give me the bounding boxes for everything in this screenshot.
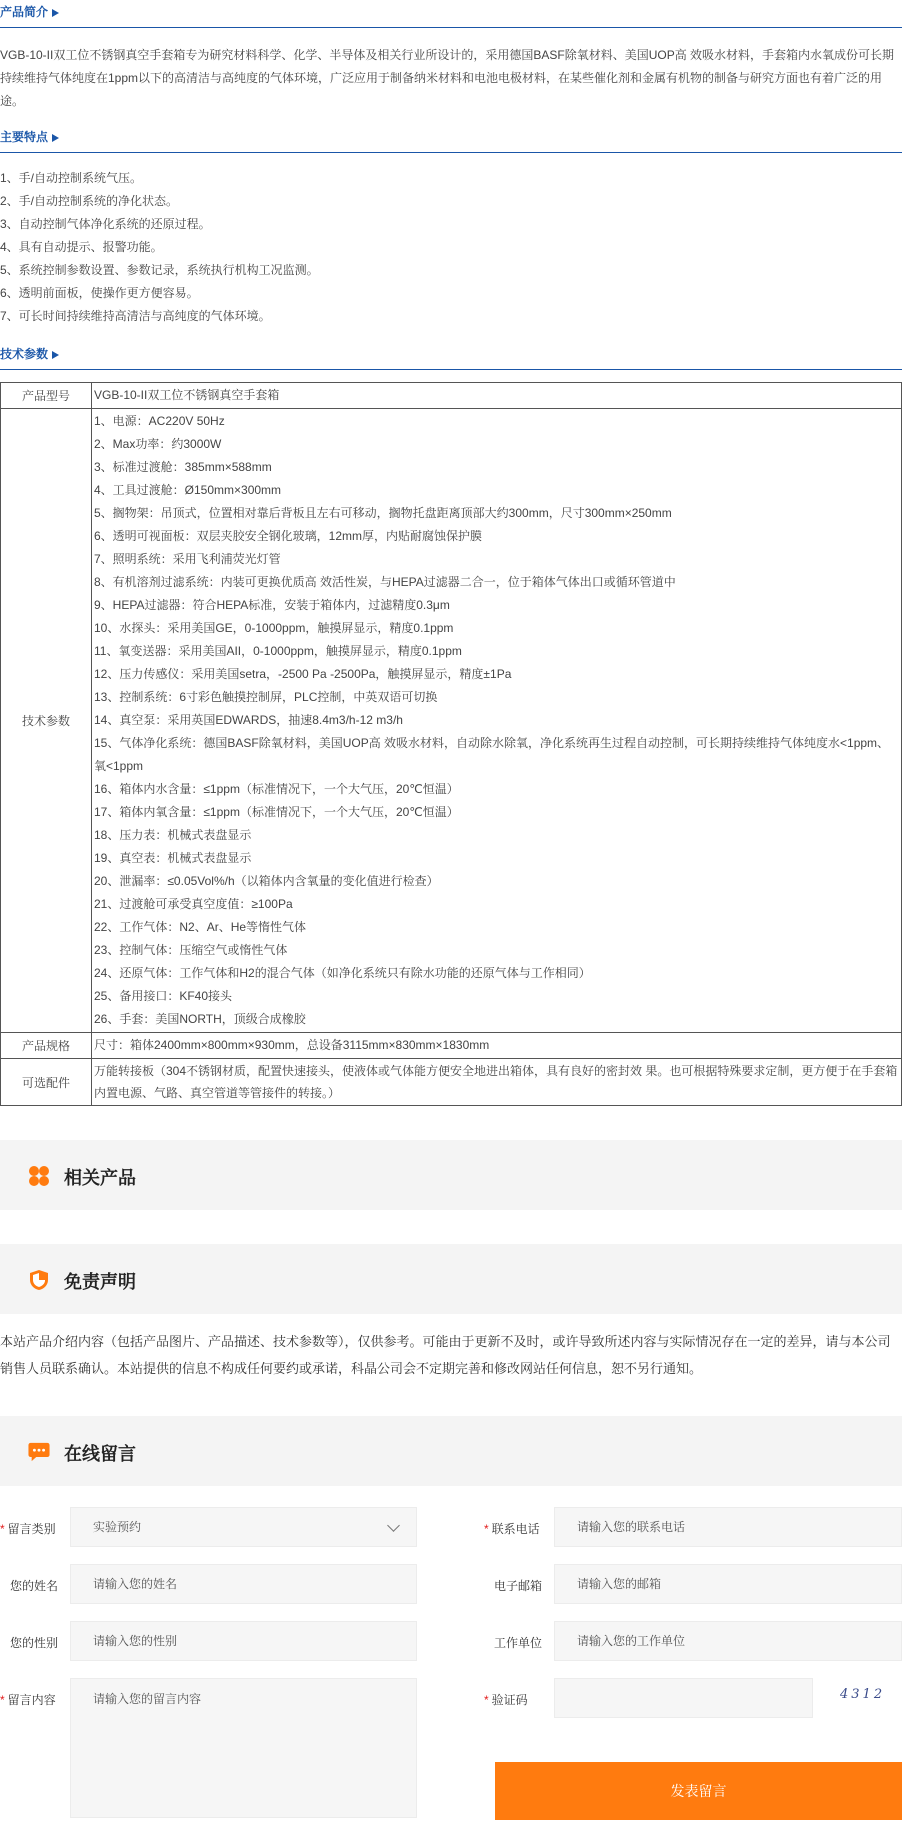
param-item: 20、泄漏率：≤0.05Vol%/h（以箱体内含氧量的变化值进行检查）: [94, 874, 439, 888]
phone-input[interactable]: 请输入您的联系电话: [554, 1507, 902, 1547]
param-item: 26、手套：美国NORTH，顶级合成橡胶: [94, 1012, 306, 1026]
content-textarea[interactable]: 请输入您的留言内容: [70, 1678, 417, 1818]
section-title: 主要特点: [0, 130, 49, 144]
chevron-down-icon: [387, 1519, 400, 1532]
param-item: 12、压力传感仪：采用美国setra，-2500 Pa -2500Pa，触摸屏显示，精度±1Pa: [94, 667, 512, 681]
param-item: 23、控制气体：压缩空气或惰性气体: [94, 943, 288, 957]
param-item: 1、电源：AC220V 50Hz: [94, 414, 225, 428]
gender-label: 您的性别: [10, 1636, 59, 1650]
panel-title: 免责声明: [64, 1272, 136, 1292]
triangle-right-icon: [52, 9, 59, 17]
param-item: 18、压力表：机械式表盘显示: [94, 828, 252, 842]
feature-item: 3、自动控制气体净化系统的还原过程。: [0, 217, 211, 231]
related-products-panel: [0, 1140, 902, 1210]
section-header-features: [0, 125, 902, 153]
row-value-model: VGB-10-II双工位不锈钢真空手套箱: [92, 383, 902, 409]
param-item: 14、真空泵：采用英国EDWARDS，抽速8.4m3/h-12 m3/h: [94, 713, 403, 727]
category-label: * 留言类别: [0, 1522, 56, 1536]
section-header-intro: [0, 0, 902, 28]
param-item: 7、照明系统：采用飞利浦荧光灯管: [94, 552, 281, 566]
param-item: 24、还原气体：工作气体和H2的混合气体（如净化系统只有除水功能的还原气体与工作相同）: [94, 966, 591, 980]
name-input[interactable]: 请输入您的姓名: [70, 1564, 417, 1604]
param-item: 19、真空表：机械式表盘显示: [94, 851, 252, 865]
param-item: 3、标准过渡舱：385mm×588mm: [94, 460, 272, 474]
param-item: 25、备用接口：KF40接头: [94, 989, 233, 1003]
company-input[interactable]: 请输入您的工作单位: [554, 1621, 902, 1661]
grid-flower-icon: [28, 1165, 50, 1187]
category-select[interactable]: 实验预约: [70, 1507, 417, 1547]
chat-icon: [28, 1441, 50, 1463]
gender-input[interactable]: 请输入您的性别: [70, 1621, 417, 1661]
feature-item: 1、手/自动控制系统气压。: [0, 171, 143, 185]
message-form: [0, 1507, 902, 1829]
disclaimer-text: 本站产品介绍内容（包括产品图片、产品描述、技术参数等），仅供参考。可能由于更新不及时，或许导致所述内容与实际情况存在一定的差异，请与本公司销售人员联系确认。本站提供的信息不构成任何要约或承诺，科晶公司会不定期完善和修改网站任何信息，恕不另行通知。: [0, 1334, 891, 1376]
email-input[interactable]: 请输入您的邮箱: [554, 1564, 902, 1604]
triangle-right-icon: [52, 351, 59, 359]
param-item: 6、透明可视面板：双层夹胶安全钢化玻璃，12mm厚，内贴耐腐蚀保护膜: [94, 529, 483, 543]
feature-item: 5、系统控制参数设置、参数记录，系统执行机构工况监测。: [0, 263, 319, 277]
feature-item: 6、透明前面板，使操作更方便容易。: [0, 286, 199, 300]
feature-item: 2、手/自动控制系统的净化状态。: [0, 194, 179, 208]
shield-icon: [28, 1269, 50, 1291]
message-panel: [0, 1416, 902, 1486]
table-row: [1, 383, 902, 409]
param-item: 13、控制系统：6寸彩色触摸控制屏，PLC控制，中英双语可切换: [94, 690, 438, 704]
param-item: 4、工具过渡舱：Ø150mm×300mm: [94, 483, 282, 497]
row-label-model: 产品型号: [1, 383, 92, 409]
section-title: 技术参数: [0, 347, 49, 361]
captcha-image[interactable]: 4312: [840, 1687, 886, 1702]
table-row: [1, 1059, 902, 1106]
row-label-params: 技术参数: [1, 409, 92, 1033]
table-row: [1, 1033, 902, 1059]
param-item: 17、箱体内氧含量：≤1ppm（标准情况下，一个大气压，20℃恒温）: [94, 805, 459, 819]
spec-table: [0, 382, 902, 1106]
name-label: 您的姓名: [10, 1579, 59, 1593]
param-item: 8、有机溶剂过滤系统：内装可更换优质高 效活性炭，与HEPA过滤器二合一，位于箱体气体出口或循环管道中: [94, 575, 676, 589]
param-item: 9、HEPA过滤器：符合HEPA标准，安装于箱体内，过滤精度0.3μm: [94, 598, 450, 612]
param-item: 16、箱体内水含量：≤1ppm（标准情况下，一个大气压，20℃恒温）: [94, 782, 459, 796]
row-label-options: 可选配件: [1, 1059, 92, 1106]
row-value-options: 万能转接板（304不锈钢材质，配置快速接头，使液体或气体能方便安全地进出箱体，具有良好的密封效 果。也可根据特殊要求定制，更方便于在手套箱内置电源、气路、真空管道等管接件的转接。）: [92, 1059, 902, 1106]
section-header-specs: [0, 342, 902, 370]
feature-list: [0, 153, 902, 328]
submit-button[interactable]: 发表留言: [495, 1762, 902, 1820]
param-item: 21、过渡舱可承受真空度值：≥100Pa: [94, 897, 293, 911]
row-value-size: 尺寸：箱体2400mm×800mm×930mm，总设备3115mm×830mm×1830mm: [92, 1033, 902, 1059]
panel-title: 在线留言: [64, 1444, 136, 1464]
param-item: 22、工作气体：N2、Ar、He等惰性气体: [94, 920, 307, 934]
phone-label: * 联系电话: [484, 1522, 540, 1536]
table-row: [1, 409, 902, 1033]
param-item: 2、Max功率：约3000W: [94, 437, 222, 451]
captcha-input[interactable]: [554, 1678, 813, 1718]
param-item: 5、搁物架：吊顶式，位置相对靠后背板且左右可移动，搁物托盘距离顶部大约300mm，尺寸300mm×250mm: [94, 506, 672, 520]
param-item: 11、氧变送器：采用美国AII，0-1000ppm，触摸屏显示，精度0.1ppm: [94, 644, 462, 658]
disclaimer-panel: [0, 1244, 902, 1314]
panel-title: 相关产品: [64, 1168, 136, 1188]
row-value-params: [92, 409, 902, 1033]
intro-text: VGB-10-II双工位不锈钢真空手套箱专为研究材料科学、化学、半导体及相关行业所设计的，采用德国BASF除氧材料、美国UOP高 效吸水材料，手套箱内水氧成份可长期持续维持气体纯度在1ppm以下的高清洁与高纯度的气体环境，广泛应用于制备纳米材料和电池电极材料，在某些催化剂和金属有机物的制备与研究方面也有着广泛的用途。: [0, 48, 895, 108]
content-label: * 留言内容: [0, 1693, 56, 1707]
row-label-size: 产品规格: [1, 1033, 92, 1059]
triangle-right-icon: [52, 134, 59, 142]
email-label: 电子邮箱: [494, 1579, 543, 1593]
captcha-label: * 验证码: [484, 1693, 528, 1707]
feature-item: 4、具有自动提示、报警功能。: [0, 240, 163, 254]
company-label: 工作单位: [494, 1636, 543, 1650]
param-item: 15、气体净化系统：德国BASF除氧材料，美国UOP高 效吸水材料，自动除水除氧，净化系统再生过程自动控制，可长期持续维持气体纯度水<1ppm、氧<1ppm: [94, 736, 890, 773]
feature-item: 7、可长时间持续维持高清洁与高纯度的气体环境。: [0, 309, 271, 323]
param-item: 10、水探头：采用美国GE，0-1000ppm，触摸屏显示，精度0.1ppm: [94, 621, 454, 635]
section-title: 产品简介: [0, 5, 49, 19]
